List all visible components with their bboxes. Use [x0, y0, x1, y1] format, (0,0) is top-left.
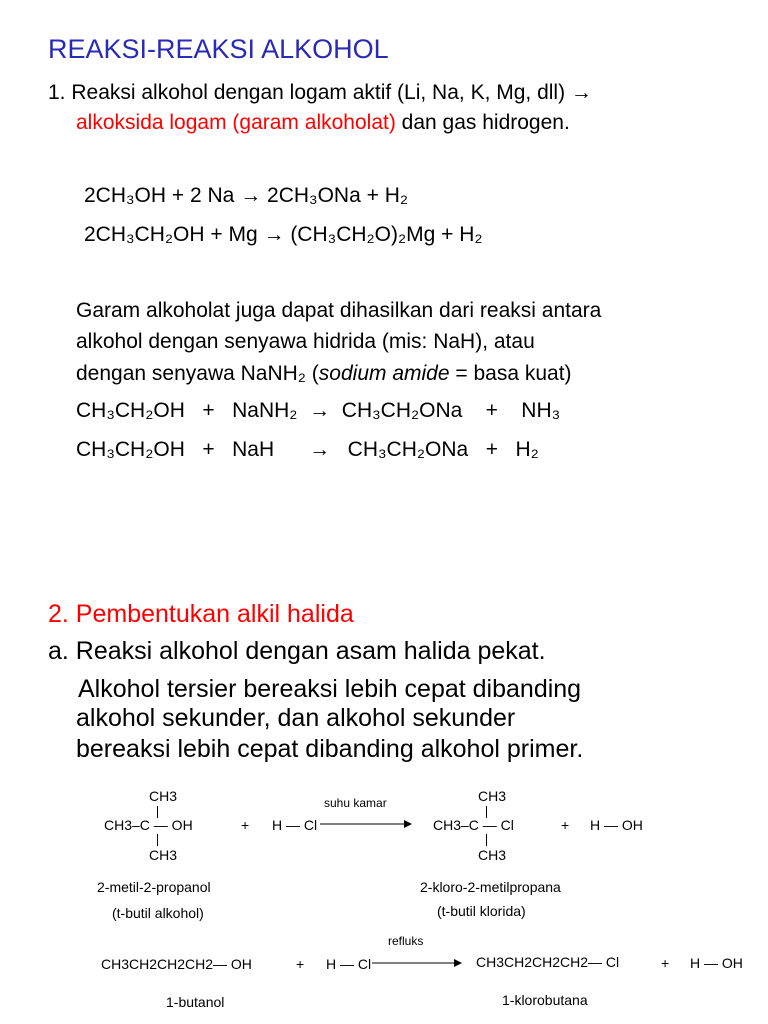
r2-product-name: 1-klorobutana — [502, 992, 588, 1008]
r1-reactant-mid: CH3–C — OH — [104, 817, 193, 833]
paragraph1-line3 — [76, 361, 572, 387]
section2-para-line2: alkohol sekunder, dan alkohol sekunder — [76, 704, 516, 732]
section2-heading: 2. Pembentukan alkil halida — [48, 600, 354, 628]
r2-reactant: CH3CH2CH2CH2— OH — [101, 956, 252, 972]
r1-reactant-top: CH3 — [149, 788, 178, 804]
r1-bond-bottom — [157, 834, 158, 846]
equation-3: CH₃CH₂OH + NaNH₂ → CH₃CH₂ONa + NH₃ — [76, 399, 561, 422]
equation-4: CH₃CH₂OH + NaH → CH₃CH₂ONa + H₂ — [76, 438, 539, 461]
r1-arrow-icon — [320, 818, 412, 830]
section2-sub-a: a. Reaksi alkohol dengan asam halida pekat. — [48, 637, 546, 665]
paragraph1-line3-a: dengan senyawa NaNH₂ ( — [76, 362, 319, 385]
r2-reactant-name: 1-butanol — [166, 994, 225, 1010]
r1-reactant-name: 2-metil-2-propanol — [97, 879, 211, 895]
r1-plus-2: + — [561, 817, 570, 833]
r2-hcl: H — Cl — [326, 956, 372, 972]
paragraph1-line3-b: = basa kuat) — [449, 362, 572, 385]
r1-product-bond-bottom — [486, 834, 487, 846]
section2-para-line1: Alkohol tersier bereaksi lebih cepat dibanding — [78, 675, 582, 703]
r1-product-top: CH3 — [478, 788, 507, 804]
r2-arrow-icon — [372, 957, 462, 969]
r2-water: H — OH — [690, 955, 743, 971]
r1-product-bottom: CH3 — [478, 847, 507, 863]
section1-line1: 1. Reaksi alkohol dengan logam aktif (Li, Na, K, Mg, dll) → — [48, 81, 592, 104]
r2-condition: refluks — [388, 934, 424, 948]
highlight-alkoksida: alkoksida logam (garam alkoholat) — [76, 111, 396, 134]
r1-hcl: H — Cl — [272, 817, 318, 833]
sodium-amide-italic: sodium amide — [318, 362, 450, 385]
section1-line2 — [76, 110, 570, 136]
r2-plus-2: + — [661, 955, 670, 971]
equation-2: 2CH₃CH₂OH + Mg → (CH₃CH₂O)₂Mg + H₂ — [84, 223, 483, 246]
r1-water: H — OH — [590, 817, 643, 833]
equation-1: 2CH₃OH + 2 Na → 2CH₃ONa + H₂ — [84, 184, 409, 207]
r1-product-mid: CH3–C — Cl — [433, 817, 514, 833]
section2-para-line3: bereaksi lebih cepat dibanding alkohol primer. — [76, 735, 584, 763]
r1-product-common: (t-butil klorida) — [437, 903, 526, 919]
section1-line2-rest: dan gas hidrogen. — [395, 111, 570, 134]
r1-product-name: 2-kloro-2-metilpropana — [420, 879, 561, 895]
r1-plus-1: + — [241, 817, 250, 833]
page-title: REAKSI-REAKSI ALKOHOL — [48, 34, 389, 64]
r2-product: CH3CH2CH2CH2— Cl — [476, 954, 620, 970]
r1-reactant-bottom: CH3 — [149, 847, 178, 863]
paragraph1-line1: Garam alkoholat juga dapat dihasilkan dari reaksi antara — [76, 299, 602, 322]
r1-condition: suhu kamar — [324, 796, 387, 810]
r2-plus-1: + — [296, 956, 305, 972]
paragraph1-line2: alkohol dengan senyawa hidrida (mis: NaH), atau — [76, 330, 535, 353]
r1-reactant-common: (t-butil alkohol) — [112, 905, 204, 921]
